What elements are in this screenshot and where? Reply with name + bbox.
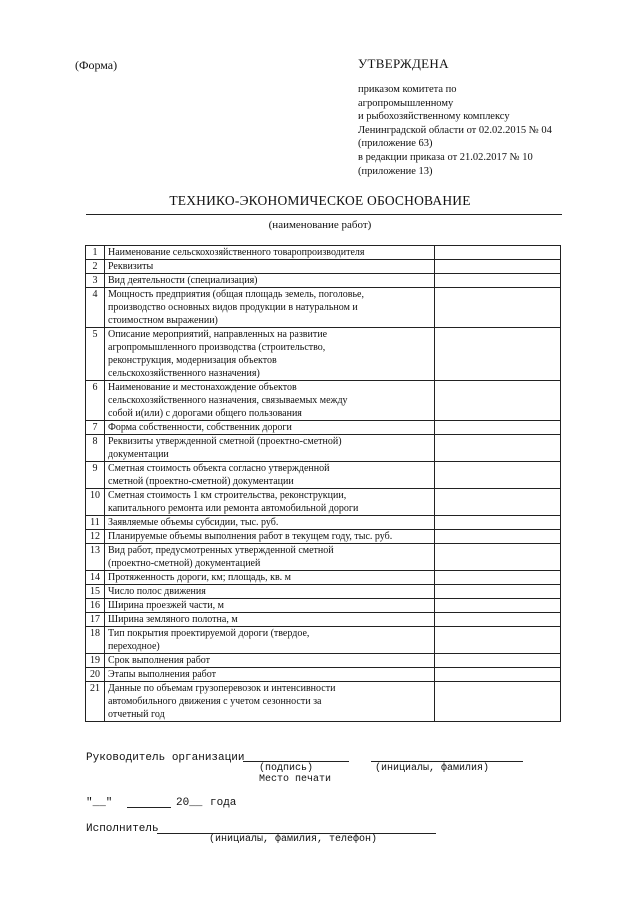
row-number: 19 <box>86 654 105 668</box>
head-name-field[interactable] <box>371 761 523 762</box>
row-value-field[interactable] <box>435 682 561 722</box>
row-description-line: Описание мероприятий, направленных на развитие <box>108 329 328 340</box>
row-description <box>105 462 435 489</box>
row-number: 12 <box>86 530 105 544</box>
table-row <box>86 260 561 274</box>
table-row <box>86 274 561 288</box>
row-description-line: Сметная стоимость объекта согласно утвержденной <box>108 463 330 474</box>
table-row <box>86 571 561 585</box>
row-description-line: сметной (проектно-сметной) документации <box>108 476 294 487</box>
works-name-line[interactable] <box>86 214 562 215</box>
row-description-line: Ширина земляного полотна, м <box>108 614 238 625</box>
row-description-line: документации <box>108 449 169 460</box>
row-description-line: Планируемые объемы выполнения работ в текущем году, тыс. руб. <box>108 531 393 542</box>
row-value-field[interactable] <box>435 544 561 571</box>
row-number: 9 <box>86 462 105 489</box>
row-number: 13 <box>86 544 105 571</box>
row-value-field[interactable] <box>435 328 561 381</box>
row-description <box>105 599 435 613</box>
row-number: 15 <box>86 585 105 599</box>
table-row <box>86 462 561 489</box>
row-number: 21 <box>86 682 105 722</box>
row-description-line: автомобильного движения с учетом сезонности за <box>108 696 322 707</box>
row-value-field[interactable] <box>435 489 561 516</box>
row-description-line: Реквизиты утвержденной сметной (проектно-сметной) <box>108 436 342 447</box>
signature-caption: (подпись) <box>259 763 314 774</box>
row-description-line: собой и(или) с дорогами общего пользования <box>108 408 302 419</box>
row-value-field[interactable] <box>435 421 561 435</box>
row-description <box>105 381 435 421</box>
row-description <box>105 682 435 722</box>
table-row <box>86 435 561 462</box>
approval-reference <box>358 83 552 178</box>
row-description <box>105 585 435 599</box>
date-year: 20__ <box>176 797 203 809</box>
table-row <box>86 627 561 654</box>
row-description-line: Вид работ, предусмотренных утвержденной сметной <box>108 545 334 556</box>
row-value-field[interactable] <box>435 613 561 627</box>
row-value-field[interactable] <box>435 288 561 328</box>
row-value-field[interactable] <box>435 516 561 530</box>
row-value-field[interactable] <box>435 246 561 260</box>
table-row <box>86 489 561 516</box>
row-value-field[interactable] <box>435 381 561 421</box>
row-description <box>105 613 435 627</box>
row-description-line: переходное) <box>108 641 160 652</box>
approval-line: агропромышленному <box>358 97 454 109</box>
approved-title: УТВЕРЖДЕНА <box>358 56 449 71</box>
row-number: 1 <box>86 246 105 260</box>
row-number: 5 <box>86 328 105 381</box>
row-value-field[interactable] <box>435 530 561 544</box>
signature-field[interactable] <box>243 761 349 762</box>
row-description-line: Тип покрытия проектируемой дороги (твердое, <box>108 628 310 639</box>
row-description <box>105 274 435 288</box>
row-value-field[interactable] <box>435 462 561 489</box>
row-value-field[interactable] <box>435 585 561 599</box>
row-number: 6 <box>86 381 105 421</box>
works-name-caption: (наименование работ) <box>268 219 372 231</box>
approval-line: (приложение 63) <box>358 138 433 150</box>
row-number: 4 <box>86 288 105 328</box>
row-description <box>105 668 435 682</box>
row-value-field[interactable] <box>435 274 561 288</box>
document-title: ТЕХНИКО-ЭКОНОМИЧЕСКОЕ ОБОСНОВАНИЕ <box>169 193 471 208</box>
date-day-quotes: "__" <box>86 797 113 809</box>
table-row <box>86 613 561 627</box>
row-number: 8 <box>86 435 105 462</box>
table-row <box>86 530 561 544</box>
row-description <box>105 544 435 571</box>
row-value-field[interactable] <box>435 571 561 585</box>
row-description-line: сельскохозяйственного назначения, связываемых между <box>108 395 348 406</box>
row-description-line: Реквизиты <box>108 261 154 272</box>
row-value-field[interactable] <box>435 260 561 274</box>
table-row <box>86 585 561 599</box>
row-description-line: Наименование и местонахождение объектов <box>108 382 297 393</box>
row-number: 11 <box>86 516 105 530</box>
row-description-line: отчетный год <box>108 709 165 720</box>
head-name-caption: (инициалы, фамилия) <box>375 763 490 774</box>
row-description <box>105 288 435 328</box>
row-number: 7 <box>86 421 105 435</box>
row-description <box>105 421 435 435</box>
row-description-line: производство основных видов продукции в натуральном и <box>108 302 358 313</box>
row-value-field[interactable] <box>435 668 561 682</box>
row-description-line: Заявляемые объемы субсидии, тыс. руб. <box>108 517 279 528</box>
row-description-line: Сметная стоимость 1 км строительства, реконструкции, <box>108 490 347 501</box>
table-row <box>86 544 561 571</box>
row-description-line: реконструкция, модернизация объектов <box>108 355 277 366</box>
row-description <box>105 654 435 668</box>
table-row <box>86 599 561 613</box>
table-row <box>86 328 561 381</box>
approval-line: приказом комитета по <box>358 84 457 95</box>
table-row <box>86 421 561 435</box>
row-value-field[interactable] <box>435 654 561 668</box>
stamp-place-caption: Место печати <box>259 774 332 785</box>
row-description-line: Этапы выполнения работ <box>108 669 216 680</box>
date-month-field[interactable] <box>127 807 171 808</box>
row-description-line: Срок выполнения работ <box>108 655 211 666</box>
executor-caption: (инициалы, фамилия, телефон) <box>209 834 378 845</box>
row-description <box>105 627 435 654</box>
table-row <box>86 516 561 530</box>
row-description-line: Протяженность дороги, км; площадь, кв. м <box>108 572 292 583</box>
row-value-field[interactable] <box>435 627 561 654</box>
row-description <box>105 516 435 530</box>
row-description-line: сельскохозяйственного назначения) <box>108 368 260 379</box>
row-description <box>105 435 435 462</box>
row-description-line: (проектно-сметной) документацией <box>108 558 261 569</box>
row-description <box>105 530 435 544</box>
row-description-line: Ширина проезжей части, м <box>108 600 224 611</box>
row-description-line: агропромышленного производства (строительство, <box>108 342 326 353</box>
row-number: 2 <box>86 260 105 274</box>
row-number: 18 <box>86 627 105 654</box>
approval-line: (приложение 13) <box>358 165 433 177</box>
approval-line: и рыбохозяйственному комплексу <box>358 111 510 123</box>
form-label: (Форма) <box>75 58 118 72</box>
row-description-line: Мощность предприятия (общая площадь земель, поголовье, <box>108 289 364 300</box>
approval-line: в редакции приказа от 21.02.2017 № 10 <box>358 151 533 163</box>
table-row <box>86 654 561 668</box>
row-description <box>105 571 435 585</box>
row-description <box>105 260 435 274</box>
row-description-line: Число полос движения <box>108 586 206 597</box>
table-row <box>86 668 561 682</box>
table-row <box>86 246 561 260</box>
row-description-line: Наименование сельскохозяйственного товаропроизводителя <box>108 247 365 258</box>
row-number: 16 <box>86 599 105 613</box>
row-description-line: капитального ремонта или ремонта автомобильной дороги <box>108 503 359 514</box>
row-description-line: Вид деятельности (специализация) <box>108 275 258 286</box>
date-year-word: года <box>210 797 237 809</box>
row-number: 10 <box>86 489 105 516</box>
row-description <box>105 246 435 260</box>
row-description-line: стоимостном выражении) <box>108 315 218 326</box>
row-description-line: Данные по объемам грузоперевозок и интенсивности <box>108 683 336 694</box>
table-row <box>86 381 561 421</box>
row-number: 3 <box>86 274 105 288</box>
executor-label: Исполнитель <box>86 823 159 835</box>
row-number: 14 <box>86 571 105 585</box>
row-number: 17 <box>86 613 105 627</box>
row-description-line: Форма собственности, собственник дороги <box>108 422 292 433</box>
table-row <box>86 682 561 722</box>
row-value-field[interactable] <box>435 435 561 462</box>
head-of-organization-label: Руководитель организации <box>86 752 245 764</box>
approval-line: Ленинградской области от 02.02.2015 № 04 <box>358 124 552 136</box>
row-number: 20 <box>86 668 105 682</box>
table-row <box>86 288 561 328</box>
feasibility-table <box>85 245 561 722</box>
row-description <box>105 328 435 381</box>
row-value-field[interactable] <box>435 599 561 613</box>
row-description <box>105 489 435 516</box>
